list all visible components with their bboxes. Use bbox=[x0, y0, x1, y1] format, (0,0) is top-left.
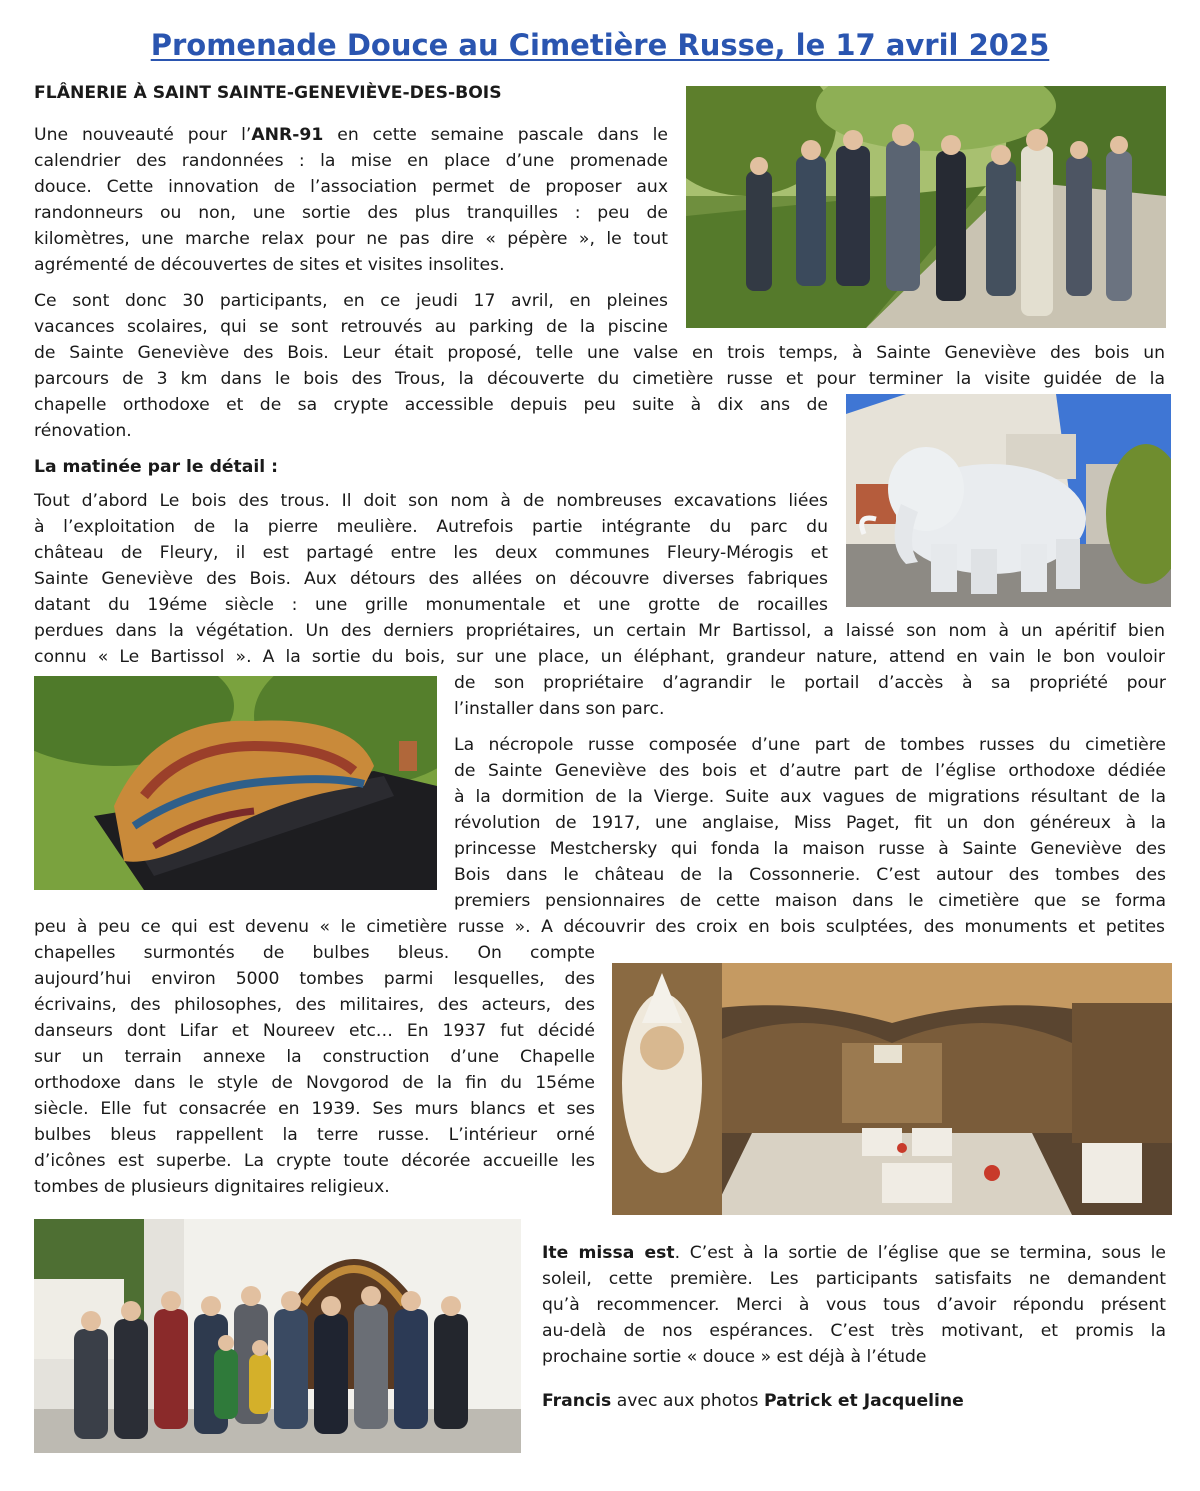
para3-line: Sainte Geneviève des Bois. Aux détours des allées on découvre diverses fabriques bbox=[34, 569, 828, 589]
page-title: Promenade Douce au Cimetière Russe, le 17 avril 2025 bbox=[150, 28, 1050, 62]
crypt-interior-photo bbox=[612, 963, 1172, 1215]
group-photo-church bbox=[34, 1219, 521, 1453]
closing-text: . C’est à la sortie de l’église que se termina, sous le bbox=[674, 1243, 1167, 1263]
closing-line: qu’à recommencer. Merci à vous tous d’avoir répondu présent bbox=[542, 1295, 1166, 1315]
intro-text: en cette semaine pascale dans le bbox=[323, 125, 668, 145]
para2-line: rénovation. bbox=[34, 421, 132, 441]
para2-line: de Sainte Geneviève des Bois. Leur était proposé, telle une valse en trois temps, à Sainte Geneviève des bois un bbox=[34, 343, 1165, 363]
para3-line: de son propriétaire d’agrandir le portail d’accès à sa propriété pour bbox=[454, 673, 1166, 693]
para4-line: tombes de plusieurs dignitaires religieux. bbox=[34, 1177, 390, 1197]
para4-line: premiers pensionnaires de cette maison dans le cimetière que se forma bbox=[454, 891, 1166, 911]
elephant-statue-photo bbox=[846, 394, 1171, 607]
para3-line: à l’exploitation de la pierre meulière. Autrefois partie intégrante du parc du bbox=[34, 517, 828, 537]
para3-line: Tout d’abord Le bois des trous. Il doit son nom à de nombreuses excavations liées bbox=[34, 491, 828, 511]
para3-line: château de Fleury, il est partagé entre les deux communes Fleury-Mérogis et bbox=[34, 543, 828, 563]
para2-line: chapelle orthodoxe et de sa crypte accessible depuis peu suite à dix ans de bbox=[34, 395, 828, 415]
para4-line: d’icônes est superbe. La crypte toute décorée accueille les bbox=[34, 1151, 595, 1171]
para4-line: danseurs dont Lifar et Noureev etc… En 1937 fut décidé bbox=[34, 1021, 595, 1041]
closing-line: prochaine sortie « douce » est déjà à l’étude bbox=[542, 1347, 927, 1367]
photo-credits bbox=[542, 1388, 964, 1414]
para4-line: princesse Mestchersky qui fonda la maison russe à Sainte Geneviève des bbox=[454, 839, 1166, 859]
photographer-names: Patrick et Jacqueline bbox=[763, 1391, 964, 1411]
para3-line: datant du 19éme siècle : une grille monumentale et une grotte de rocailles bbox=[34, 595, 828, 615]
para3-line: connu « Le Bartissol ». A la sortie du bois, sur une place, un éléphant, grandeur nature, attend en vain le bon vouloir bbox=[34, 647, 1165, 667]
intro-line: kilomètres, une marche relax pour ne pas dire « pépère », le tout bbox=[34, 229, 668, 249]
para2-line: parcours de 3 km dans le bois des Trous, la découverte du cimetière russe et pour terminer la visite guidée de la bbox=[34, 369, 1165, 389]
closing-line: soleil, cette première. Les participants satisfaits ne demandent bbox=[542, 1269, 1166, 1289]
para4-line: chapelles surmontés de bulbes bleus. On compte bbox=[34, 943, 595, 963]
para4-line: sur un terrain annexe la construction d’une Chapelle bbox=[34, 1047, 595, 1067]
para4-line: siècle. Elle fut consacrée en 1939. Ses murs blancs et ses bbox=[34, 1099, 595, 1119]
intro-line: randonneurs ou non, une sortie des plus tranquilles : peu de bbox=[34, 203, 668, 223]
closing-line: au-delà de nos espérances. C’est très motivant, et promis la bbox=[542, 1321, 1166, 1341]
para4-line: peu à peu ce qui est devenu « le cimetière russe ». A découvrir des croix en bois sculptées, des monuments et petites bbox=[34, 917, 1165, 937]
author-name: Francis bbox=[542, 1391, 612, 1411]
para4-line: écrivains, des philosophes, des militaires, des acteurs, des bbox=[34, 995, 595, 1015]
para4-line: de Sainte Geneviève des bois et d’autre part de l’église orthodoxe dédiée bbox=[454, 761, 1166, 781]
para4-line: à la dormition de la Vierge. Suite aux vagues de migrations résultant de la bbox=[454, 787, 1166, 807]
intro-text: Une nouveauté pour l’ bbox=[34, 125, 252, 145]
para4-line: orthodoxe dans le style de Novgorod de la fin du 15éme bbox=[34, 1073, 595, 1093]
article-subtitle: FLÂNERIE À SAINT SAINTE-GENEVIÈVE-DES-BOIS bbox=[34, 83, 502, 103]
para3-line: perdues dans la végétation. Un des derniers propriétaires, un certain Mr Bartissol, a laissé son nom à un apéritif bien bbox=[34, 621, 1165, 641]
intro-line: agrémenté de découvertes de sites et visites insolites. bbox=[34, 255, 505, 275]
hikers-forest-photo bbox=[686, 86, 1166, 328]
para4-line: bulbes bleus rappellent la terre russe. L’intérieur orné bbox=[34, 1125, 595, 1145]
para4-line: révolution de 1917, une anglaise, Miss Paget, fit un don généreux à la bbox=[454, 813, 1166, 833]
para2-line: vacances scolaires, qui se sont retrouvés au parking de la piscine bbox=[34, 317, 668, 337]
carpet-grave-photo bbox=[34, 676, 437, 890]
association-name: ANR-91 bbox=[251, 125, 324, 145]
para3-line: l’installer dans son parc. bbox=[454, 699, 665, 719]
intro-line: calendrier des randonnées : la mise en place d’une promenade bbox=[34, 151, 668, 171]
para2-line: Ce sont donc 30 participants, en ce jeudi 17 avril, en pleines bbox=[34, 291, 668, 311]
section-heading: La matinée par le détail : bbox=[34, 457, 278, 477]
closing-line bbox=[542, 1240, 1166, 1266]
intro-line bbox=[34, 122, 668, 148]
intro-line: douce. Cette innovation de l’association permet de proposer aux bbox=[34, 177, 668, 197]
para4-line: Bois dans le château de la Cossonnerie. C’est autour des tombes des bbox=[454, 865, 1166, 885]
credits-text: avec aux photos bbox=[611, 1391, 764, 1411]
para4-line: La nécropole russe composée d’une part de tombes russes du cimetière bbox=[454, 735, 1166, 755]
para4-line: aujourd’hui environ 5000 tombes parmi lesquelles, des bbox=[34, 969, 595, 989]
closing-phrase: Ite missa est bbox=[542, 1243, 675, 1263]
